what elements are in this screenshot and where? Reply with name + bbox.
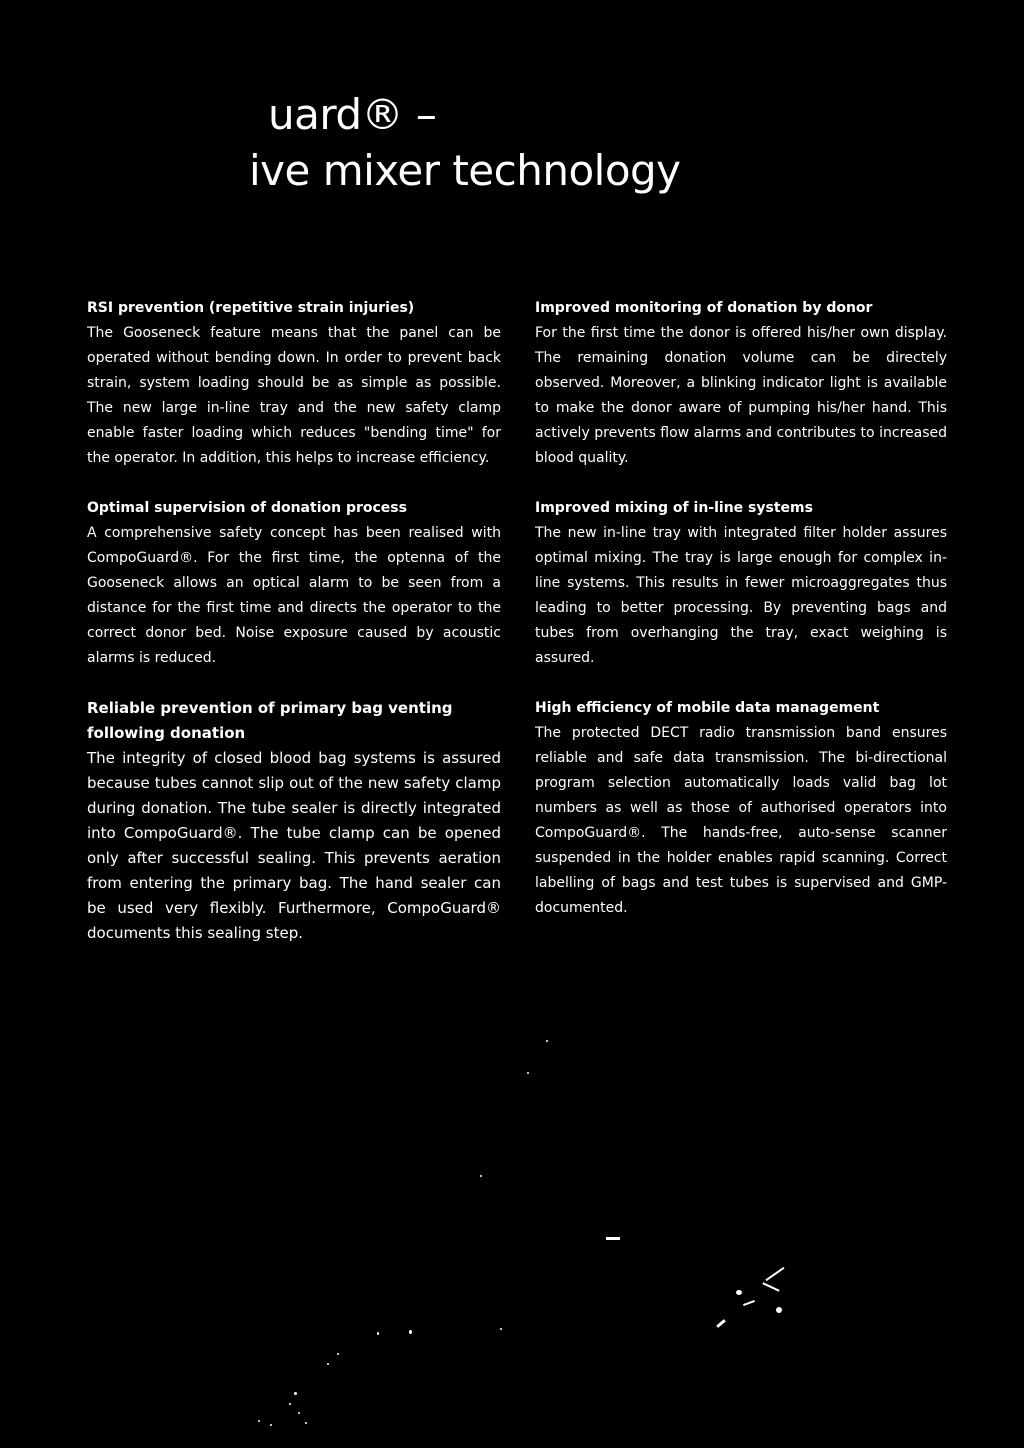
section-heading: Improved mixing of in-line systems [535,500,813,516]
section-body: A comprehensive safety concept has been realised with CompoGuard®. For the first time, the optenna of the Gooseneck allows an optical alarm to be seen from a distance for the first time and directs the operator to the correct donor bed. Noise exposure caused by acoustic alarms is reduced. [87,525,501,666]
scan-speck [736,1290,742,1295]
section-heading: Reliable prevention of primary bag venting following donation [87,699,453,742]
scan-speck [337,1353,339,1355]
scan-speck [743,1300,755,1306]
section-body: The new in-line tray with integrated filter holder assures optimal mixing. The tray is large enough for complex in-line systems. This results in fewer microaggregates thus leading to better processing. By preventing bags and tubes from overhanging the tray, exact weighing is assured. [535,525,947,666]
left-column [87,296,501,971]
scan-speck [409,1330,412,1334]
section-body: For the first time the donor is offered his/her own display. The remaining donation volume can be directely observed. Moreover, a blinking indicator light is available to make the donor aware of pumping his/her hand. This actively prevents flow alarms and contributes to increased blood quality. [535,325,947,466]
scan-speck [298,1412,300,1414]
scan-speck [289,1403,291,1405]
section-heading: High efficiency of mobile data management [535,700,880,716]
section-donor-monitoring [535,296,947,471]
scan-speck [258,1420,260,1422]
section-optimal-supervision [87,496,501,671]
right-column [535,296,947,946]
scan-speck [480,1175,482,1177]
scan-speck [327,1363,329,1365]
section-body: The integrity of closed blood bag systems is assured because tubes cannot slip out of the new safety clamp during donation. The tube sealer is directly integrated into CompoGuard®. The tube clamp can be opened only after successful sealing. This prevents aeration from entering the primary bag. The hand sealer can be used very flexibly. Furthermore, CompoGuard® documents this sealing step. [87,749,501,942]
scan-speck [305,1422,307,1424]
scan-speck [294,1392,297,1395]
section-body: The Gooseneck feature means that the panel can be operated without bending down. In order to prevent back strain, system loading should be as simple as possible. The new large in-line tray and the new safety clamp enable faster loading which reduces "bending time" for the operator. In addition, this helps to increase efficiency. [87,325,501,466]
title-line-1: uard® – [268,90,437,139]
section-inline-mixing [535,496,947,671]
scan-speck [527,1072,529,1074]
section-reliable-prevention [87,696,501,946]
section-mobile-data [535,696,947,921]
scan-speck [606,1237,620,1240]
scan-speck [270,1424,272,1426]
scan-speck [546,1040,548,1042]
scan-speck [765,1267,784,1281]
scan-speck [716,1319,726,1328]
title-line-2: ive mixer technology [249,146,681,195]
section-heading: Improved monitoring of donation by donor [535,300,873,316]
section-rsi-prevention [87,296,501,471]
section-body: The protected DECT radio transmission band ensures reliable and safe data transmission. The bi-directional program selection automatically loads valid bag lot numbers as well as those of authorised operators into CompoGuard®. The hands-free, auto-sense scanner suspended in the holder enables rapid scanning. Correct labelling of bags and test tubes is supervised and GMP-documented. [535,725,947,916]
scan-speck [776,1307,782,1313]
section-heading: RSI prevention (repetitive strain injuries) [87,300,415,316]
section-heading: Optimal supervision of donation process [87,500,407,516]
scan-speck [377,1332,379,1335]
scan-speck [762,1282,779,1291]
scan-speck [500,1328,502,1330]
